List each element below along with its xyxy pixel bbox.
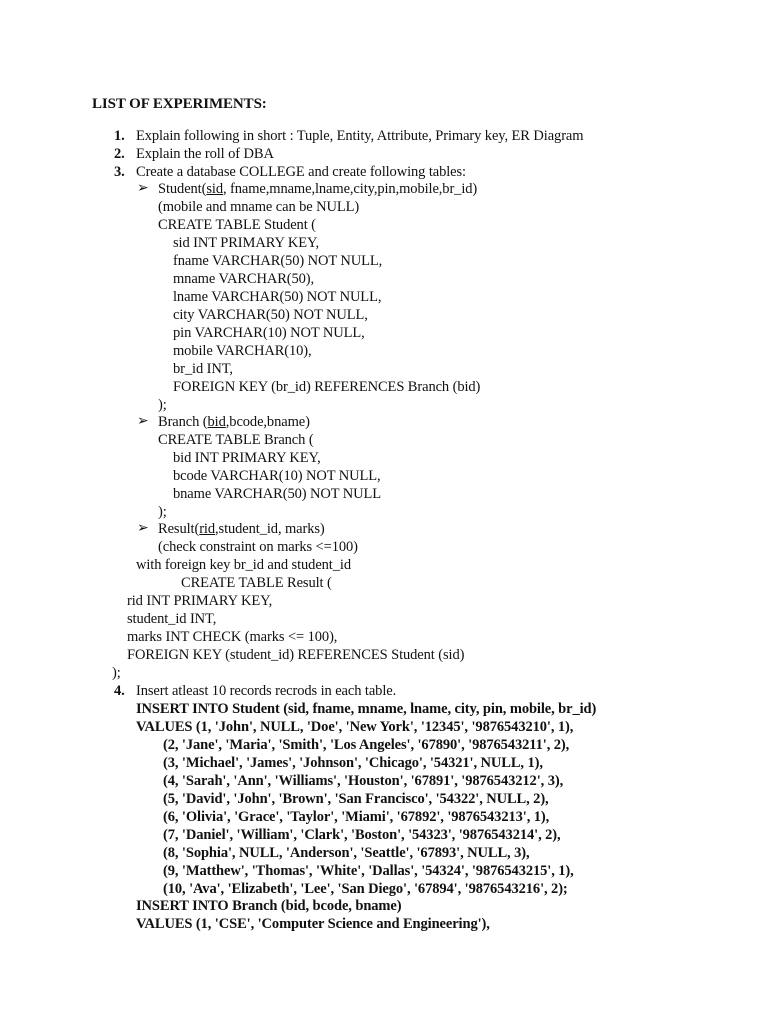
student-sql-line: city VARCHAR(50) NOT NULL, <box>173 307 368 323</box>
student-table-heading <box>158 180 477 198</box>
branch-sql-line: bcode VARCHAR(10) NOT NULL, <box>173 468 381 484</box>
branch-sql-line: bname VARCHAR(50) NOT NULL <box>173 486 382 502</box>
student-sql-line: lname VARCHAR(50) NOT NULL, <box>173 289 382 305</box>
list-number-1: 1. <box>114 128 125 144</box>
list-item-2: Explain the roll of DBA <box>136 146 274 162</box>
insert-student-row: (2, 'Jane', 'Maria', 'Smith', 'Los Angeles', '67890', '9876543211', 2), <box>163 737 570 753</box>
branch-table-heading <box>158 413 310 431</box>
student-heading-pre: Student( <box>158 181 207 197</box>
result-sql-line: marks INT CHECK (marks <= 100), <box>127 629 338 645</box>
insert-student-row: (5, 'David', 'John', 'Brown', 'San Francisco', '54322', NULL, 2), <box>163 791 549 807</box>
insert-branch-values: VALUES (1, 'CSE', 'Computer Science and Engineering'), <box>136 916 490 932</box>
branch-heading-post: ,bcode,bname) <box>225 414 310 430</box>
result-heading-pre: Result( <box>158 521 200 537</box>
student-note: (mobile and mname can be NULL) <box>158 199 360 215</box>
result-sql-line: student_id INT, <box>127 611 217 627</box>
student-sql-line: mobile VARCHAR(10), <box>173 343 312 359</box>
insert-student-values: VALUES (1, 'John', NULL, 'Doe', 'New York', '12345', '9876543210', 1), <box>136 719 574 735</box>
insert-student-row: (4, 'Sarah', 'Ann', 'Williams', 'Houston', '67891', '9876543212', 3), <box>163 773 564 789</box>
branch-heading-pre: Branch ( <box>158 414 208 430</box>
result-note: (check constraint on marks <=100) <box>158 539 358 555</box>
insert-student-row: (7, 'Daniel', 'William', 'Clark', 'Boston', '54323', '9876543214', 2), <box>163 827 561 843</box>
student-primary-key: sid <box>206 181 223 197</box>
insert-student-row: (3, 'Michael', 'James', 'Johnson', 'Chicago', '54321', NULL, 1), <box>163 755 543 771</box>
arrow-bullet-icon: ➢ <box>137 521 149 536</box>
student-sql-line: sid INT PRIMARY KEY, <box>173 235 319 251</box>
list-number-4: 4. <box>114 683 125 699</box>
insert-student-row: (10, 'Ava', 'Elizabeth', 'Lee', 'San Diego', '67894', '9876543216', 2); <box>163 881 568 897</box>
student-sql-line: ); <box>158 397 167 413</box>
student-sql-line: mname VARCHAR(50), <box>173 271 315 287</box>
page-title: LIST OF EXPERIMENTS: <box>92 96 267 112</box>
arrow-bullet-icon: ➢ <box>137 181 149 196</box>
arrow-bullet-icon: ➢ <box>137 414 149 429</box>
insert-student-header: INSERT INTO Student (sid, fname, mname, lname, city, pin, mobile, br_id) <box>136 701 597 717</box>
result-sql-line: rid INT PRIMARY KEY, <box>127 593 273 609</box>
student-sql-line: CREATE TABLE Student ( <box>158 217 316 233</box>
branch-primary-key: bid <box>207 414 226 430</box>
list-item-3: Create a database COLLEGE and create following tables: <box>136 164 466 180</box>
branch-sql-line: CREATE TABLE Branch ( <box>158 432 314 448</box>
result-primary-key: rid <box>199 521 215 537</box>
insert-student-row: (9, 'Matthew', 'Thomas', 'White', 'Dallas', '54324', '9876543215', 1), <box>163 863 574 879</box>
list-item-4: Insert atleast 10 records recrods in each table. <box>136 683 397 699</box>
insert-branch-header: INSERT INTO Branch (bid, bcode, bname) <box>136 898 402 914</box>
insert-student-row: (6, 'Olivia', 'Grace', 'Taylor', 'Miami', '67892', '9876543213', 1), <box>163 809 550 825</box>
branch-sql-line: ); <box>158 504 167 520</box>
result-heading-post: ,student_id, marks) <box>215 521 325 537</box>
list-item-1: Explain following in short : Tuple, Entity, Attribute, Primary key, ER Diagram <box>136 128 584 144</box>
list-number-2: 2. <box>114 146 125 162</box>
result-table-heading <box>158 520 325 538</box>
result-sql-line: ); <box>112 665 121 681</box>
student-sql-line: fname VARCHAR(50) NOT NULL, <box>173 253 383 269</box>
student-sql-line: br_id INT, <box>173 361 233 377</box>
student-sql-line: FOREIGN KEY (br_id) REFERENCES Branch (bid) <box>173 379 481 395</box>
result-sql-line: FOREIGN KEY (student_id) REFERENCES Student (sid) <box>127 647 465 663</box>
student-sql-line: pin VARCHAR(10) NOT NULL, <box>173 325 365 341</box>
result-sql-line: CREATE TABLE Result ( <box>181 575 332 591</box>
insert-student-row: (8, 'Sophia', NULL, 'Anderson', 'Seattle', '67893', NULL, 3), <box>163 845 530 861</box>
result-note: with foreign key br_id and student_id <box>136 557 351 573</box>
list-number-3: 3. <box>114 164 125 180</box>
student-heading-post: , fname,mname,lname,city,pin,mobile,br_id) <box>222 181 478 197</box>
branch-sql-line: bid INT PRIMARY KEY, <box>173 450 321 466</box>
